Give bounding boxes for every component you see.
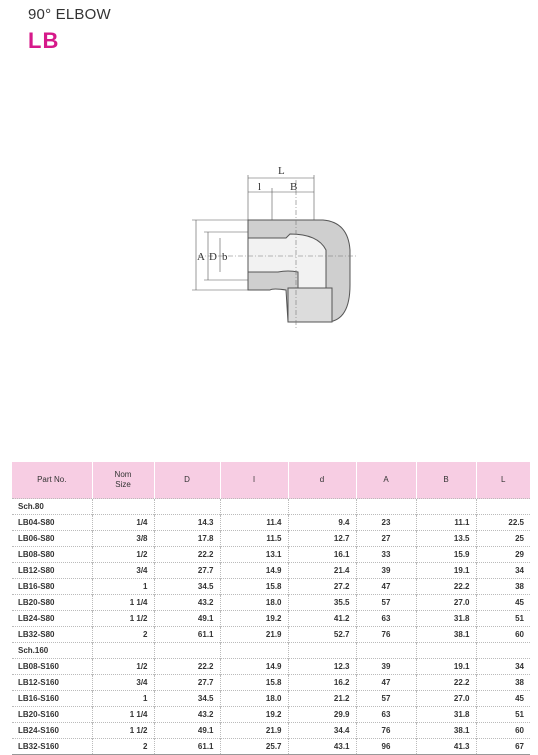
table-cell: 14.3 — [154, 515, 220, 531]
empty-cell — [476, 643, 530, 659]
table-group-row — [12, 499, 530, 515]
table-cell: 38 — [476, 579, 530, 595]
table-cell: 13.1 — [220, 547, 288, 563]
table-cell: 22.2 — [154, 547, 220, 563]
table-cell: LB24-S160 — [12, 723, 92, 739]
table-cell: 60 — [476, 627, 530, 643]
table-cell: 51 — [476, 611, 530, 627]
table-cell: 67 — [476, 739, 530, 755]
table-cell: 31.8 — [416, 611, 476, 627]
dim-label-L: L — [278, 165, 285, 177]
table-cell: 22.2 — [416, 675, 476, 691]
table-cell: 15.8 — [220, 675, 288, 691]
table-cell: 27 — [356, 531, 416, 547]
table-cell: 49.1 — [154, 611, 220, 627]
dim-label-A: A — [197, 251, 205, 263]
table-row — [12, 707, 530, 723]
column-header: Nom Size — [92, 462, 154, 499]
table-row — [12, 675, 530, 691]
table-cell: 34.5 — [154, 691, 220, 707]
table-row — [12, 547, 530, 563]
table-cell: 47 — [356, 579, 416, 595]
table-cell: 12.3 — [288, 659, 356, 675]
table-cell: 16.1 — [288, 547, 356, 563]
empty-cell — [288, 499, 356, 515]
table-cell: LB04-S80 — [12, 515, 92, 531]
table-cell: LB12-S80 — [12, 563, 92, 579]
table-cell: 19.1 — [416, 563, 476, 579]
table-row — [12, 691, 530, 707]
table-cell: 38.1 — [416, 627, 476, 643]
table-cell: 2 — [92, 627, 154, 643]
table-cell: 1/4 — [92, 515, 154, 531]
empty-cell — [288, 643, 356, 659]
table-row — [12, 739, 530, 755]
table-cell: 1/2 — [92, 659, 154, 675]
table-cell: LB32-S80 — [12, 627, 92, 643]
table-cell: 27.2 — [288, 579, 356, 595]
table-cell: 34.5 — [154, 579, 220, 595]
table-cell: 16.2 — [288, 675, 356, 691]
empty-cell — [476, 499, 530, 515]
column-header: B — [416, 462, 476, 499]
table-cell: 45 — [476, 595, 530, 611]
table-cell: 96 — [356, 739, 416, 755]
table-cell: 9.4 — [288, 515, 356, 531]
dim-label-D: D — [209, 251, 217, 263]
table-cell: 22.5 — [476, 515, 530, 531]
table-cell: 11.5 — [220, 531, 288, 547]
table-cell: 33 — [356, 547, 416, 563]
table-cell: 39 — [356, 563, 416, 579]
table-cell: 49.1 — [154, 723, 220, 739]
table-cell: 22.2 — [154, 659, 220, 675]
column-header: D — [154, 462, 220, 499]
product-subtitle: 90° ELBOW — [28, 6, 111, 23]
table-cell: 21.9 — [220, 723, 288, 739]
table-row — [12, 595, 530, 611]
table-cell: 34.4 — [288, 723, 356, 739]
table-row — [12, 563, 530, 579]
dim-label-B: B — [290, 181, 298, 193]
table-cell: LB16-S80 — [12, 579, 92, 595]
table-cell: 29 — [476, 547, 530, 563]
table-cell: 1 1/4 — [92, 595, 154, 611]
table-row — [12, 579, 530, 595]
table-cell: LB08-S160 — [12, 659, 92, 675]
table-cell: 3/4 — [92, 675, 154, 691]
table-cell: 23 — [356, 515, 416, 531]
table-cell: 11.4 — [220, 515, 288, 531]
empty-cell — [356, 643, 416, 659]
table-row — [12, 627, 530, 643]
table-cell: 41.3 — [416, 739, 476, 755]
table-cell: LB32-S160 — [12, 739, 92, 755]
table-cell: 63 — [356, 611, 416, 627]
table-cell: 57 — [356, 691, 416, 707]
table-cell: 34 — [476, 659, 530, 675]
table-row — [12, 723, 530, 739]
column-header: Part No. — [12, 462, 92, 499]
table-cell: 2 — [92, 739, 154, 755]
table-cell: 12.7 — [288, 531, 356, 547]
dimension-table — [12, 462, 530, 755]
empty-cell — [154, 643, 220, 659]
table-cell: 21.2 — [288, 691, 356, 707]
table-cell: 1 1/2 — [92, 723, 154, 739]
table-cell: 29.9 — [288, 707, 356, 723]
table-cell: 3/4 — [92, 563, 154, 579]
table-cell: 3/8 — [92, 531, 154, 547]
table-cell: 25 — [476, 531, 530, 547]
table-cell: LB08-S80 — [12, 547, 92, 563]
table-cell: 76 — [356, 723, 416, 739]
table-cell: 1/2 — [92, 547, 154, 563]
group-title: Sch.160 — [12, 643, 92, 659]
elbow-technical-drawing — [178, 160, 368, 330]
table-cell: 27.7 — [154, 563, 220, 579]
table-cell: 41.2 — [288, 611, 356, 627]
table-cell: 61.1 — [154, 739, 220, 755]
table-cell: 1 1/4 — [92, 707, 154, 723]
table-cell: 31.8 — [416, 707, 476, 723]
table-cell: LB16-S160 — [12, 691, 92, 707]
table-cell: LB12-S160 — [12, 675, 92, 691]
table-cell: 15.8 — [220, 579, 288, 595]
table-cell: 1 1/2 — [92, 611, 154, 627]
table-cell: 38 — [476, 675, 530, 691]
table-cell: 11.1 — [416, 515, 476, 531]
table-cell: 27.7 — [154, 675, 220, 691]
dim-label-l: l — [258, 181, 262, 193]
table-cell: 47 — [356, 675, 416, 691]
empty-cell — [220, 643, 288, 659]
table-cell: 76 — [356, 627, 416, 643]
table-cell: 43.2 — [154, 595, 220, 611]
table-cell: 63 — [356, 707, 416, 723]
group-title: Sch.80 — [12, 499, 92, 515]
table-cell: 22.2 — [416, 579, 476, 595]
table-cell: 21.9 — [220, 627, 288, 643]
table-cell: 35.5 — [288, 595, 356, 611]
table-cell: LB20-S160 — [12, 707, 92, 723]
table-cell: 43.2 — [154, 707, 220, 723]
empty-cell — [154, 499, 220, 515]
product-code: LB — [28, 28, 60, 53]
table-cell: 25.7 — [220, 739, 288, 755]
table-cell: 38.1 — [416, 723, 476, 739]
column-header: L — [476, 462, 530, 499]
empty-cell — [416, 643, 476, 659]
table-cell: 19.2 — [220, 611, 288, 627]
table-cell: 60 — [476, 723, 530, 739]
column-header: d — [288, 462, 356, 499]
table-row — [12, 611, 530, 627]
empty-cell — [220, 499, 288, 515]
table-cell: 18.0 — [220, 595, 288, 611]
table-row — [12, 515, 530, 531]
table-cell: 45 — [476, 691, 530, 707]
empty-cell — [356, 499, 416, 515]
table-cell: 14.9 — [220, 563, 288, 579]
empty-cell — [92, 499, 154, 515]
table-cell: 19.1 — [416, 659, 476, 675]
table-cell: 1 — [92, 691, 154, 707]
table-group-row — [12, 643, 530, 659]
table-cell: 19.2 — [220, 707, 288, 723]
dim-label-b: b — [222, 251, 228, 263]
table-cell: 34 — [476, 563, 530, 579]
table-cell: 1 — [92, 579, 154, 595]
table-cell: 27.0 — [416, 595, 476, 611]
column-header: A — [356, 462, 416, 499]
table-cell: LB06-S80 — [12, 531, 92, 547]
column-header: l — [220, 462, 288, 499]
table-header-row — [12, 462, 530, 499]
table-cell: 27.0 — [416, 691, 476, 707]
table-cell: 17.8 — [154, 531, 220, 547]
table-row — [12, 659, 530, 675]
table-cell: 14.9 — [220, 659, 288, 675]
table-cell: 52.7 — [288, 627, 356, 643]
table-cell: LB20-S80 — [12, 595, 92, 611]
empty-cell — [416, 499, 476, 515]
table-cell: 43.1 — [288, 739, 356, 755]
table-cell: 15.9 — [416, 547, 476, 563]
table-cell: 18.0 — [220, 691, 288, 707]
table-row — [12, 531, 530, 547]
table-cell: 57 — [356, 595, 416, 611]
table-cell: 13.5 — [416, 531, 476, 547]
empty-cell — [92, 643, 154, 659]
table-cell: 51 — [476, 707, 530, 723]
table-cell: LB24-S80 — [12, 611, 92, 627]
table-cell: 39 — [356, 659, 416, 675]
table-cell: 21.4 — [288, 563, 356, 579]
table-cell: 61.1 — [154, 627, 220, 643]
